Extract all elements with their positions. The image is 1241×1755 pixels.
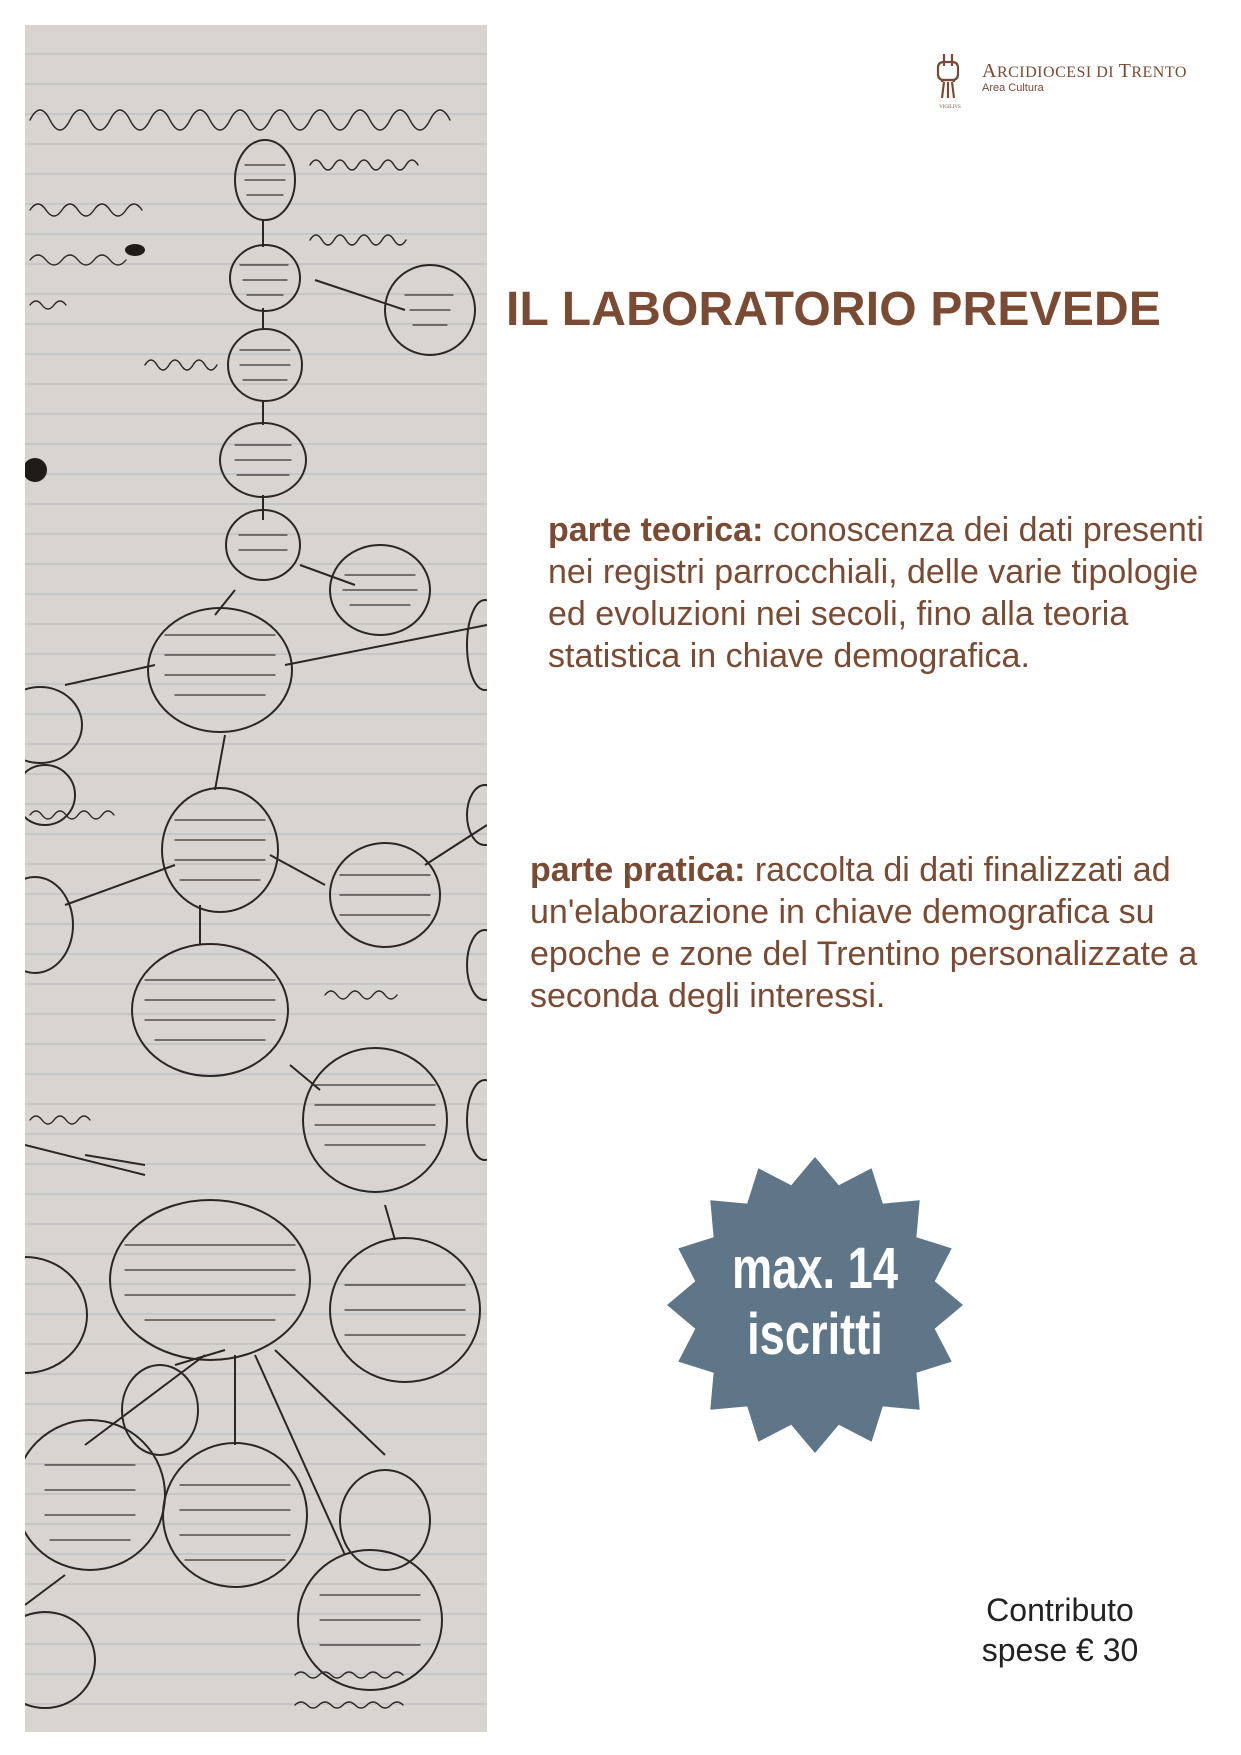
logo-title-initial-1: A (982, 60, 997, 82)
contribution-line-1: Contributo (986, 1592, 1134, 1628)
diocese-logo (928, 52, 1188, 112)
badge-max-text: max. 14 (731, 1236, 898, 1301)
logo-title-part-1: RCIDIOCESI DI (996, 64, 1119, 81)
logo-subtitle: Area Cultura (982, 82, 1044, 94)
contribution-line-2: spese € 30 (981, 1632, 1139, 1668)
theory-paragraph (548, 509, 1238, 677)
genealogy-tree-drawing (25, 25, 487, 1732)
practice-text: raccolta di dati finalizzati ad un'elaborazione in chiave demografica su epoche e zone del Trentino personalizzate a seconda degli interessi. (530, 851, 1198, 1015)
page-heading: IL LABORATORIO PREVEDE (506, 283, 1162, 336)
logo-title-initial-2: T (1118, 60, 1132, 82)
theory-text: conoscenza dei dati presenti nei registri parrocchiali, delle varie tipologie ed evoluzioni nei secoli, fino alla teoria statistica in chiave demografica. (548, 511, 1204, 675)
genealogy-tree-photo (25, 25, 487, 1732)
logo-mark-caption: VIGILIVS (939, 105, 961, 110)
participants-badge (665, 1150, 965, 1460)
contribution-note (960, 1590, 1160, 1670)
vigilius-emblem-icon (928, 52, 972, 110)
practice-paragraph (530, 849, 1220, 1017)
practice-label: parte pratica: (530, 851, 746, 889)
logo-title (982, 60, 1187, 83)
logo-title-part-2: RENTO (1131, 64, 1187, 81)
badge-enrolled-text: iscritti (747, 1302, 883, 1367)
theory-label: parte teorica: (548, 511, 764, 549)
